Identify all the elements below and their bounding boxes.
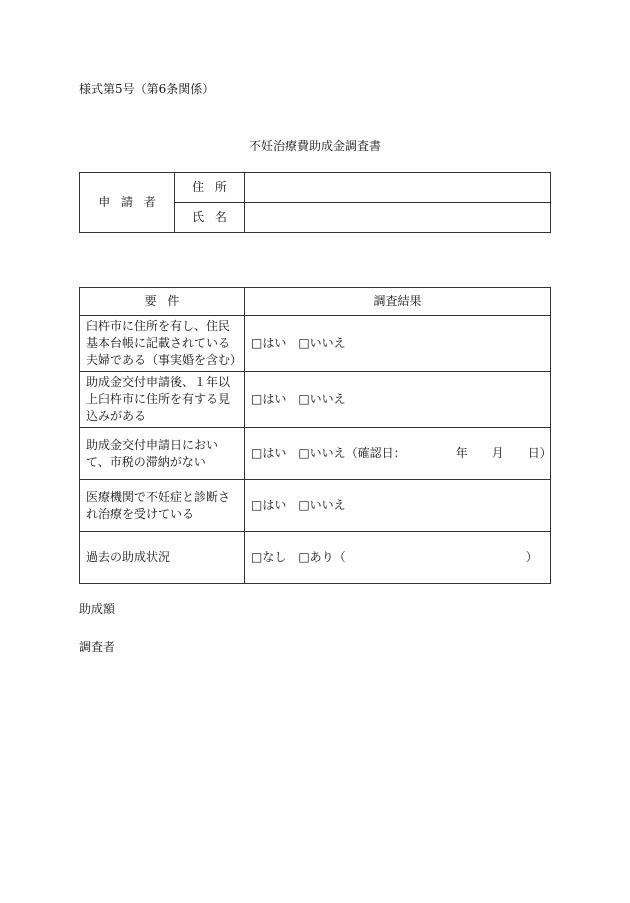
- result-cell[interactable]: [245, 428, 551, 480]
- name-label: 氏名: [175, 203, 245, 233]
- result-cell[interactable]: □はい □いいえ: [245, 372, 551, 428]
- survey-row: [80, 428, 551, 480]
- result-cell[interactable]: □はい □いいえ: [245, 316, 551, 372]
- applicant-label: 申請者: [80, 173, 175, 233]
- confirm-day-label: 日）: [527, 446, 552, 460]
- result-cell[interactable]: [245, 532, 551, 584]
- header-result: 調査結果: [245, 288, 551, 316]
- name-field[interactable]: [245, 203, 551, 233]
- address-field[interactable]: [245, 173, 551, 203]
- confirm-year-label: 年: [455, 446, 468, 460]
- requirement-cell: 臼杵市に住所を有し、住民基本台帳に記載されている夫婦である（事実婚を含む）: [80, 316, 245, 372]
- requirement-cell: 助成金交付申請後、１年以上臼杵市に住所を有する見込みがある: [80, 372, 245, 428]
- address-label: 住所: [175, 173, 245, 203]
- result-cell[interactable]: □はい □いいえ: [245, 480, 551, 532]
- confirm-month-label: 月: [491, 446, 504, 460]
- subsidy-amount-label: 助成額: [79, 602, 116, 616]
- header-requirement: 要件: [80, 288, 245, 316]
- document-title: 不妊治療費助成金調査書: [248, 139, 381, 153]
- requirement-cell: 過去の助成状況: [80, 532, 245, 584]
- form-number: 様式第5号（第6条関係）: [79, 82, 215, 96]
- result-close-paren: ）: [525, 550, 538, 564]
- applicant-table: [79, 172, 551, 233]
- survey-row: [80, 532, 551, 584]
- requirement-cell: 医療機関で不妊症と診断され治療を受けている: [80, 480, 245, 532]
- survey-table: [79, 287, 551, 584]
- survey-row: [80, 480, 551, 532]
- result-options: □なし □あり（: [251, 550, 346, 564]
- survey-header-row: [80, 288, 551, 316]
- result-options: □はい □いいえ（確認日：: [251, 446, 406, 460]
- survey-row: [80, 372, 551, 428]
- survey-row: [80, 316, 551, 372]
- requirement-cell: 助成金交付申請日において、市税の滞納がない: [80, 428, 245, 480]
- investigator-label: 調査者: [79, 640, 116, 654]
